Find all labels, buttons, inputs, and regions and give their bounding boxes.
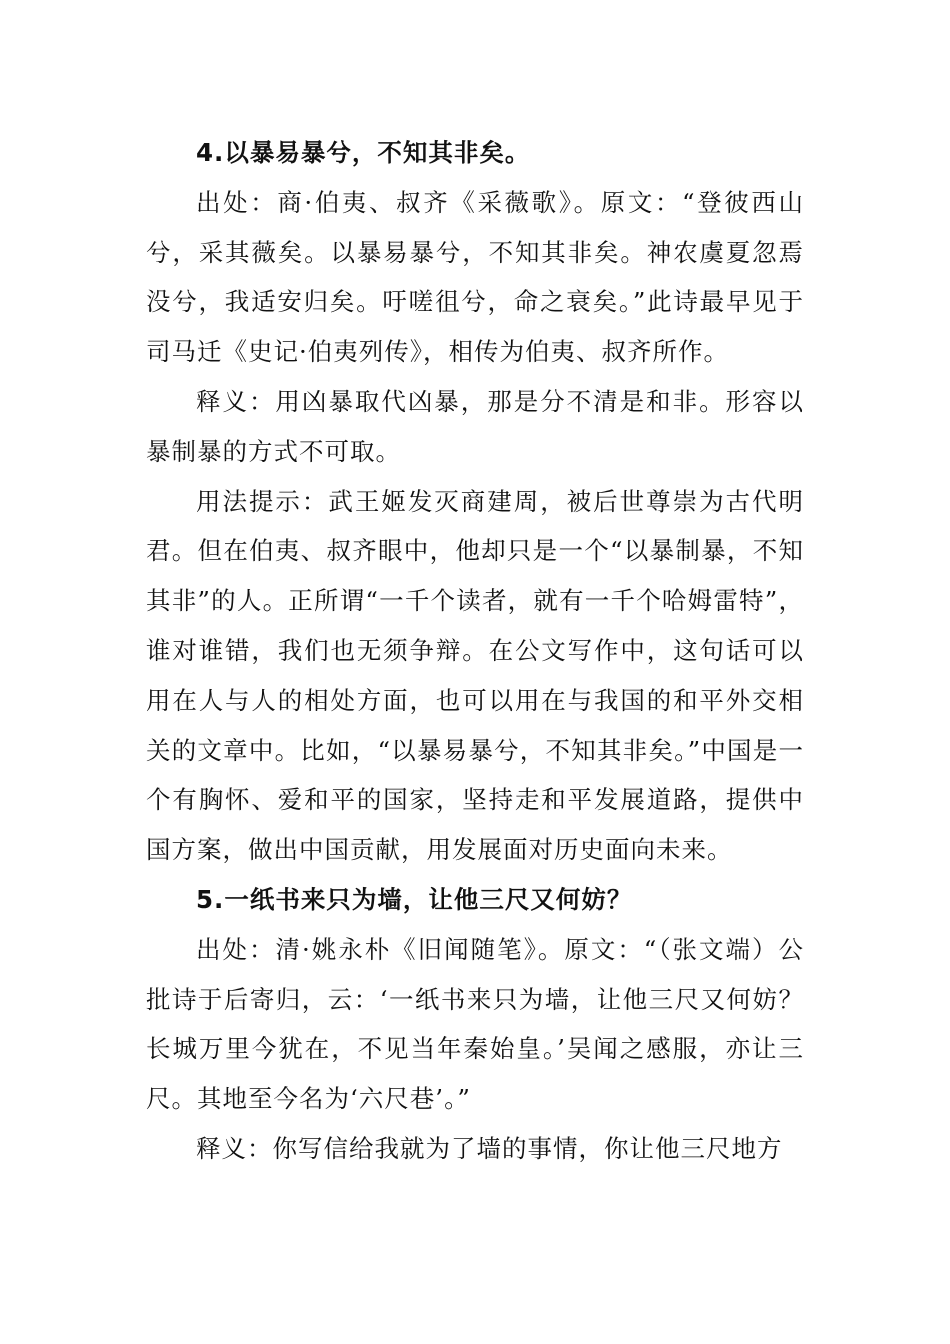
- section-heading-4: 4.以暴易暴兮，不知其非矣。: [196, 138, 531, 167]
- usage-paragraph-4: 用法提示：武王姬发灭商建周，被后世尊崇为古代明君。但在伯夷、叔齐眼中，他却只是一个“以暴制暴，不知其非”的人。正所谓“一千个读者，就有一千个哈姆雷特”，谁对谁错，我们也无须争辩。在公文写作中，这句话可以用在人与人的相处方面，也可以用在与我国的和平外交相关的文章中。比如，“以暴易暴兮，不知其非矣。”中国是一个有胸怀、爱和平的国家，坚持走和平发展道路，提供中国方案，做出中国贡献，用发展面对历史面向未来。: [146, 486, 804, 865]
- document-page: [146, 128, 804, 1174]
- meaning-paragraph-5: 释义：你写信给我就为了墙的事情，你让他三尺地方: [196, 1133, 783, 1163]
- section-heading-5: 5.一纸书来只为墙，让他三尺又何妨？: [196, 884, 633, 914]
- meaning-paragraph-4: 释义：用凶暴取代凶暴，那是分不清是和非。形容以暴制暴的方式不可取。: [146, 386, 804, 466]
- source-paragraph-5: 出处：清·姚永朴《旧闻随笔》。原文：“（张文端）公批诗于后寄归，云：‘一纸书来只为墙，让他三尺又何妨？长城万里今犹在，不见当年秦始皇。’吴闻之感服，亦让三尺。其地至今名为‘六尺巷’。”: [146, 934, 804, 1114]
- source-paragraph-4: 出处：商·伯夷、叔齐《采薇歌》。原文：“登彼西山兮，采其薇矣。以暴易暴兮，不知其非矣。神农虞夏忽焉没兮，我适安归矣。吁嗟徂兮，命之衰矣。”此诗最早见于司马迁《史记·伯夷列传》，相传为伯夷、叔齐所作。: [146, 187, 804, 367]
